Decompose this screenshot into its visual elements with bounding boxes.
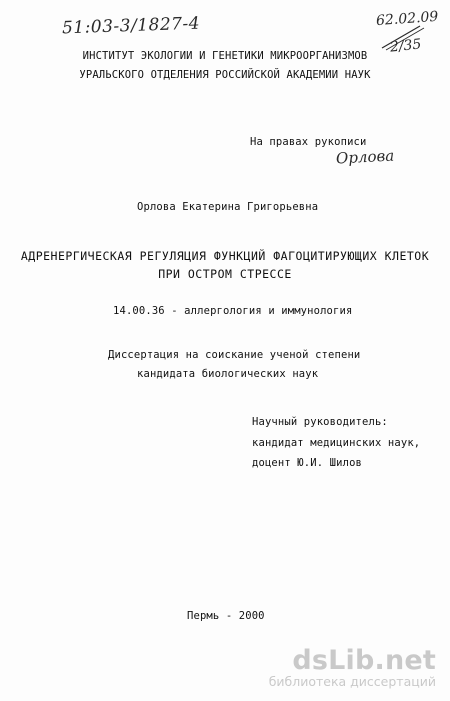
institute-line-1: ИНСТИТУТ ЭКОЛОГИИ И ГЕНЕТИКИ МИКРООРГАНИЗМОВ — [82, 50, 368, 62]
supervisor-heading: Научный руководитель: — [252, 416, 388, 428]
watermark-logo: dsLib.net — [292, 645, 436, 676]
degree-line-1: Диссертация на соискание ученой степени — [108, 349, 361, 361]
supervisor-name: доцент Ю.И. Шилов — [252, 457, 363, 469]
rights-notice: На правах рукописи — [250, 136, 367, 148]
watermark — [269, 647, 436, 689]
watermark-subtitle: библиотека диссертаций — [268, 674, 436, 689]
city-year: Пермь - 2000 — [187, 610, 265, 622]
institute-line-2: УРАЛЬСКОГО ОТДЕЛЕНИЯ РОССИЙСКОЙ АКАДЕМИИ НАУК — [79, 69, 371, 81]
author-name: Орлова Екатерина Григорьевна — [137, 201, 319, 213]
author-signature: Орлова — [335, 146, 395, 168]
supervisor-degree: кандидат медицинских наук, — [252, 437, 421, 449]
handwritten-number-top: 62.02.09 — [375, 8, 439, 30]
thesis-title-line-1: АДРЕНЕРГИЧЕСКАЯ РЕГУЛЯЦИЯ ФУНКЦИЙ ФАГОЦИТИРУЮЩИХ КЛЕТОК — [20, 249, 430, 263]
specialty-code: 14.00.36 - аллергология и иммунология — [113, 305, 353, 317]
handwritten-number-bottom: 2/35 — [389, 36, 423, 56]
archive-code-handwritten: 51:03-3/1827-4 — [61, 13, 201, 39]
degree-line-2: кандидата биологических наук — [137, 368, 319, 380]
thesis-title-line-2: ПРИ ОСТРОМ СТРЕССЕ — [158, 267, 292, 281]
handwritten-stroke — [380, 22, 426, 52]
